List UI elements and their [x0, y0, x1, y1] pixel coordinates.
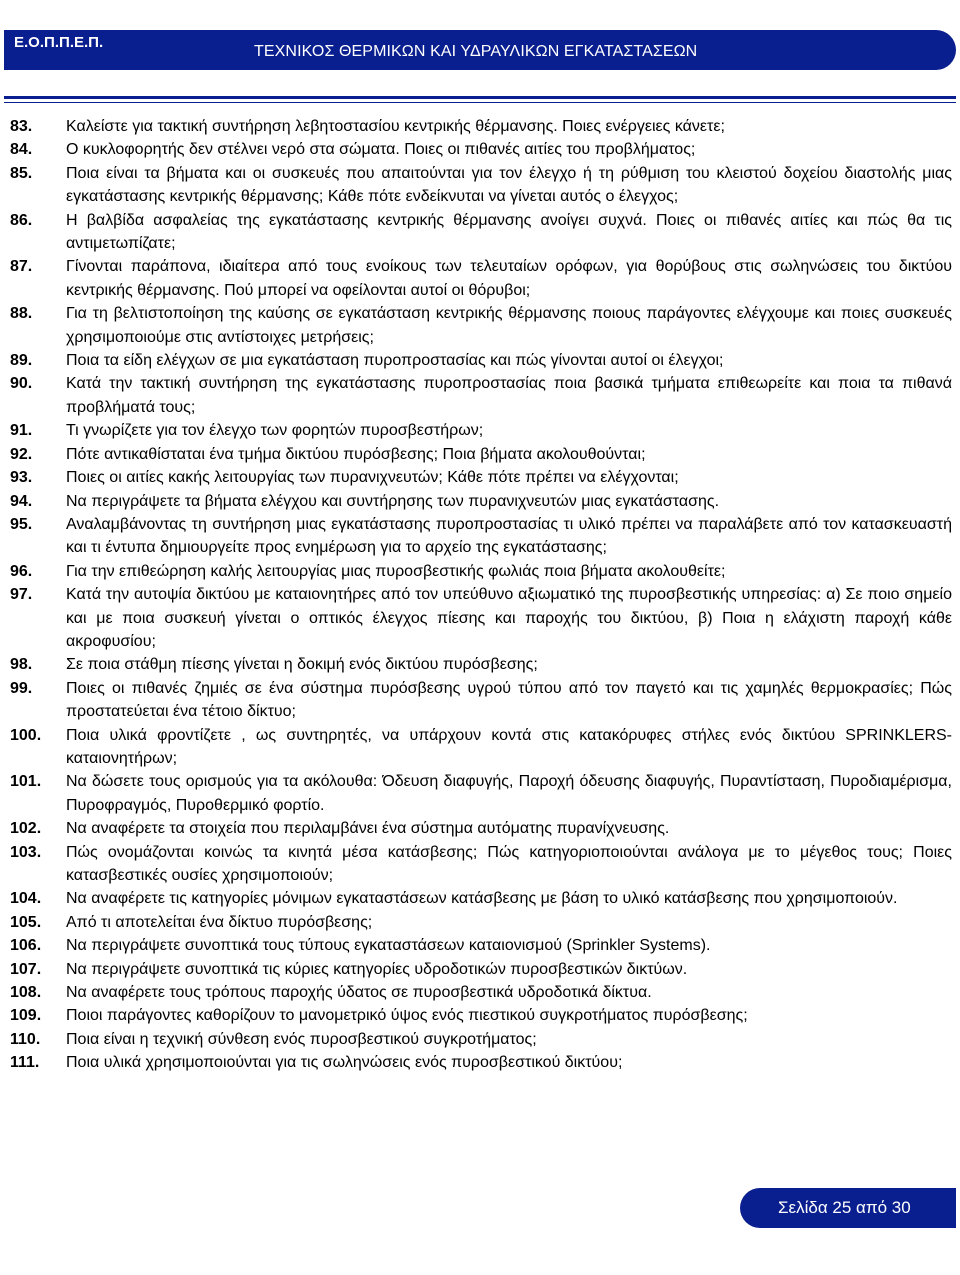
question-text: Να αναφέρετε τους τρόπους παροχής ύδατος σε πυροσβεστικά υδροδοτικά δίκτυα.: [66, 984, 652, 1002]
question-text: Ποια είναι τα βήματα και οι συσκευές που απαιτούνται για τον έλεγχο ή τη ρύθμιση του κλειστού δοχείου διαστολής μιας εγκατάστασης κεντρικής θέρμανσης; Κάθε πότε ενδείκνυται να γίνεται αυτός ο έλεγχος;: [66, 164, 952, 206]
question-item: [10, 302, 952, 349]
question-number: 103.: [10, 843, 42, 861]
question-item: [10, 209, 952, 256]
question-number: 101.: [10, 773, 42, 791]
page-footer-bar: [740, 1188, 956, 1228]
question-item: [10, 138, 952, 161]
question-number: 89.: [10, 352, 33, 370]
organization-name: Ε.Ο.Π.Π.Ε.Π.: [14, 34, 104, 51]
question-text: Γίνονται παράπονα, ιδιαίτερα από τους ενοίκους των τελευταίων ορόφων, για θορύβους στις σωληνώσεις του δικτύου κεντρικής θέρμανσης. Πού μπορεί να οφείλονται αυτοί οι θόρυβοι;: [66, 258, 952, 299]
question-item: [10, 677, 952, 724]
question-number: 85.: [10, 164, 33, 182]
question-number: 111.: [10, 1054, 40, 1072]
question-item: [10, 1028, 952, 1051]
question-item: [10, 419, 952, 442]
question-number: 86.: [10, 211, 33, 229]
question-text: Σε ποια στάθμη πίεσης γίνεται η δοκιμή ενός δικτύου πυρόσβεσης;: [66, 656, 538, 674]
page-header-bar: [4, 30, 956, 70]
question-item: [10, 255, 952, 302]
question-text: Κατά την αυτοψία δικτύου με καταιονητήρες από τον υπεύθυνο αξιωματικό της πυροσβεστικής υπηρεσίας: α) Σε ποιο σημείο και με ποια συσκευή γίνεται ο οπτικός έλεγχος πίεσης και παροχής του δικτύου, β) Ποια η ελάχιστη παροχή κάθε ακροφυσίου;: [66, 586, 952, 650]
question-number: 105.: [10, 913, 42, 931]
question-item: [10, 372, 952, 419]
question-number: 107.: [10, 960, 42, 978]
question-text: Για την επιθεώρηση καλής λειτουργίας μιας πυροσβεστικής φωλιάς ποια βήματα ακολουθείτε;: [66, 562, 726, 580]
question-text: Η βαλβίδα ασφαλείας της εγκατάστασης κεντρικής θέρμανσης ανοίγει συχνά. Ποιες οι πιθανές αιτίες και πώς θα τις αντιμετωπίζατε;: [66, 211, 952, 253]
question-number: 95.: [10, 515, 33, 533]
question-number: 99.: [10, 679, 33, 697]
question-item: [10, 1051, 952, 1074]
question-number: 92.: [10, 445, 33, 463]
question-number: 96.: [10, 562, 33, 580]
question-number: 100.: [10, 726, 42, 744]
question-number: 110.: [10, 1030, 41, 1048]
question-text: Ποια υλικά φροντίζετε , ως συντηρητές, να υπάρχουν κοντά στις κατακόρυφες στήλες ενός δικτύου SPRINKLERS-καταιονητήρων;: [66, 726, 952, 767]
question-text: Πότε αντικαθίσταται ένα τμήμα δικτύου πυρόσβεσης; Ποια βήματα ακολουθούνται;: [66, 445, 646, 463]
question-item: [10, 841, 952, 888]
question-number: 109.: [10, 1007, 42, 1025]
question-item: [10, 911, 952, 934]
question-number: 98.: [10, 656, 33, 674]
question-text: Ποιοι παράγοντες καθορίζουν το μανομετρικό ύψος ενός πιεστικού συγκροτήματος πυρόσβεσης;: [66, 1007, 748, 1025]
question-number: 84.: [10, 141, 33, 159]
question-text: Ποια είναι η τεχνική σύνθεση ενός πυροσβεστικού συγκροτήματος;: [66, 1030, 537, 1048]
question-text: Ποια υλικά χρησιμοποιούνται για τις σωληνώσεις ενός πυροσβεστικού δικτύου;: [66, 1054, 623, 1072]
question-text: Να αναφέρετε τα στοιχεία που περιλαμβάνει ένα σύστημα αυτόματης πυρανίχνευσης.: [66, 820, 670, 838]
question-item: [10, 934, 952, 957]
question-number: 83.: [10, 118, 33, 135]
question-item: [10, 513, 952, 560]
question-item: [10, 162, 952, 209]
document-title: ΤΕΧΝΙΚΟΣ ΘΕΡΜΙΚΩΝ ΚΑΙ ΥΔΡΑΥΛΙΚΩΝ ΕΓΚΑΤΑΣΤΑΣΕΩΝ: [254, 43, 698, 60]
question-item: [10, 490, 952, 513]
header-divider-thick: [4, 96, 956, 99]
question-text: Πώς ονομάζονται κοινώς τα κινητά μέσα κατάσβεσης; Πώς κατηγοριοποιούνται ανάλογα με το μέγεθος τους; Ποιες κατασβεστικές ουσίες χρησιμοποιούν;: [66, 843, 952, 884]
question-text: Τι γνωρίζετε για τον έλεγχο των φορητών πυροσβεστήρων;: [66, 422, 484, 440]
page-number: Σελίδα 25 από 30: [778, 1198, 911, 1217]
question-number: 93.: [10, 469, 33, 487]
question-number: 87.: [10, 258, 33, 276]
question-item: [10, 981, 952, 1004]
header-divider-thin: [4, 102, 956, 103]
question-number: 91.: [10, 422, 33, 440]
question-text: Να περιγράψετε συνοπτικά τις κύριες κατηγορίες υδροδοτικών πυροσβεστικών δικτύων.: [66, 960, 688, 978]
question-item: [10, 817, 952, 840]
question-text: Ποια τα είδη ελέγχων σε μια εγκατάσταση πυροπροστασίας και πώς γίνονται αυτοί οι έλεγχοι;: [66, 352, 724, 370]
question-number: 104.: [10, 890, 42, 908]
question-number: 102.: [10, 820, 42, 838]
question-number: 97.: [10, 586, 33, 604]
question-number: 108.: [10, 984, 42, 1002]
question-item: [10, 443, 952, 466]
question-text: Ο κυκλοφορητής δεν στέλνει νερό στα σώματα. Ποιες οι πιθανές αιτίες του προβλήματος;: [66, 141, 696, 159]
question-item: [10, 887, 952, 910]
question-text: Κατά την τακτική συντήρηση της εγκατάστασης πυροπροστασίας ποια βασικά τμήματα επιθεωρείτε και ποια τα πιθανά προβλήματά τους;: [66, 375, 952, 416]
question-item: [10, 724, 952, 771]
question-text: Να αναφέρετε τις κατηγορίες μόνιμων εγκαταστάσεων κατάσβεσης με βάση το υλικό κατάσβεσης που χρησιμοποιούν.: [66, 890, 898, 908]
question-text: Αναλαμβάνοντας τη συντήρηση μιας εγκατάστασης πυροπροστασίας τι υλικό πρέπει να παραλάβετε από τον κατασκευαστή και τι έντυπα δημιουργείτε προς ενημέρωση για το αρχείο της εγκατάστασης;: [66, 515, 952, 557]
question-text: Ποιες οι αιτίες κακής λειτουργίας των πυρανιχνευτών; Κάθε πότε πρέπει να ελέγχονται;: [66, 469, 679, 487]
question-text: Να περιγράψετε τα βήματα ελέγχου και συντήρησης των πυρανιχνευτών μιας εγκατάστασης.: [66, 492, 720, 510]
question-number: 106.: [10, 937, 42, 955]
question-item: [10, 349, 952, 372]
question-item: [10, 653, 952, 676]
question-item: [10, 583, 952, 653]
question-number: 90.: [10, 375, 33, 393]
question-text: Ποιες οι πιθανές ζημιές σε ένα σύστημα πυρόσβεσης υγρού τύπου από τον παγετό και τις χαμηλές θερμοκρασίες; Πώς προστατεύεται ένα τέτοιο δίκτυο;: [66, 679, 952, 721]
question-list: [10, 115, 952, 1075]
question-item: [10, 466, 952, 489]
question-text: Να περιγράψετε συνοπτικά τους τύπους εγκαταστάσεων καταιονισμού (Sprinkler Systems).: [66, 937, 711, 955]
question-text: Καλείστε για τακτική συντήρηση λεβητοστασίου κεντρικής θέρμανσης. Ποιες ενέργειες κάνετε;: [66, 118, 725, 135]
question-item: [10, 770, 952, 817]
question-number: 94.: [10, 492, 33, 510]
question-item: [10, 115, 952, 138]
question-text: Από τι αποτελείται ένα δίκτυο πυρόσβεσης;: [66, 913, 373, 931]
question-text: Να δώσετε τους ορισμούς για τα ακόλουθα: Όδευση διαφυγής, Παροχή όδευσης διαφυγής, Πυραντίσταση, Πυροδιαμέρισμα, Πυροφραγμός, Πυροθερμικό φορτίο.: [66, 773, 952, 814]
question-item: [10, 1004, 952, 1027]
question-number: 88.: [10, 305, 33, 323]
question-item: [10, 560, 952, 583]
question-item: [10, 958, 952, 981]
question-text: Για τη βελτιστοποίηση της καύσης σε εγκατάσταση κεντρικής θέρμανσης ποιους παράγοντες ελέγχουμε και ποιες συσκευές χρησιμοποιούμε στις αντίστοιχες μετρήσεις;: [66, 305, 952, 346]
